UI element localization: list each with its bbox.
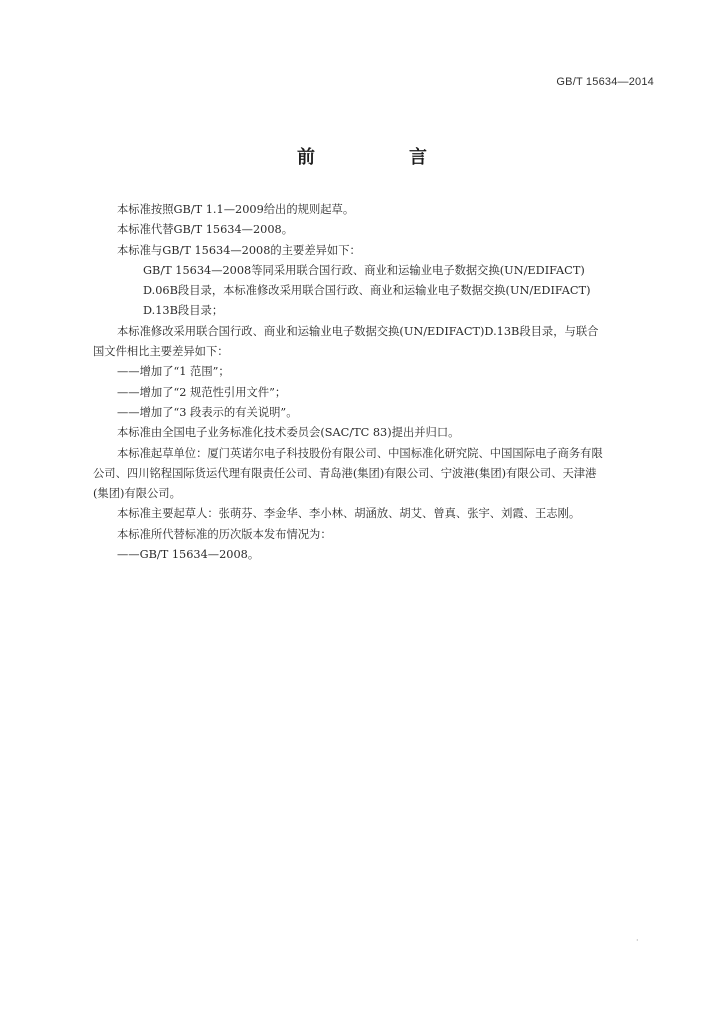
paragraph-drafting-rules: 本标准按照GB/T 1.1—2009给出的规则起草。	[117, 203, 355, 216]
page-title: 前 言	[297, 147, 465, 168]
paragraph-drafting-units-line-3: (集团)有限公司。	[93, 487, 181, 501]
paragraph-drafting-units-line-1: 本标准起草单位：厦门英诺尔电子科技股份有限公司、中国标准化研究院、中国国际电子商务有限	[117, 446, 603, 460]
paragraph-difference-1-line-2: D.06B段目录，本标准修改采用联合国行政、商业和运输业电子数据交换(UN/EDIFACT)	[143, 284, 591, 298]
paragraph-history-intro: 本标准所代替标准的历次版本发布情况为：	[117, 527, 332, 541]
paragraph-proposed-by: 本标准由全国电子业务标准化技术委员会(SAC/TC 83)提出并归口。	[117, 426, 460, 440]
paragraph-differences-intro: 本标准与GB/T 15634—2008的主要差异如下：	[117, 243, 361, 257]
foreword-body	[93, 200, 659, 565]
page-mark: ·	[636, 936, 639, 945]
paragraph-drafters: 本标准主要起草人：张萌芬、李金华、李小林、胡涵放、胡艾、曾真、张宇、刘霞、王志刚。	[117, 507, 581, 521]
list-item-normative-references: ——增加了“2 规范性引用文件”；	[117, 385, 287, 399]
list-item-previous-edition: ——GB/T 15634—2008。	[117, 548, 260, 562]
paragraph-modification-line-2: 国文件相比主要差异如下：	[93, 345, 229, 359]
paragraph-modification-line-1: 本标准修改采用联合国行政、商业和运输业电子数据交换(UN/EDIFACT)D.13B段目录，与联合	[117, 324, 599, 338]
list-item-scope: ——增加了“1 范围”；	[117, 365, 230, 379]
standard-code: GB/T 15634—2014	[556, 76, 654, 88]
paragraph-difference-1-line-3: D.13B段目录；	[143, 304, 224, 318]
list-item-segment-notes: ——增加了“3 段表示的有关说明”。	[117, 405, 298, 419]
paragraph-drafting-units-line-2: 公司、四川铭程国际货运代理有限责任公司、青岛港(集团)有限公司、宁波港(集团)有限公司、天津港	[93, 466, 597, 480]
paragraph-replaces: 本标准代替GB/T 15634—2008。	[117, 223, 294, 237]
paragraph-difference-1-line-1: GB/T 15634—2008等同采用联合国行政、商业和运输业电子数据交换(UN/EDIFACT)	[143, 263, 585, 277]
